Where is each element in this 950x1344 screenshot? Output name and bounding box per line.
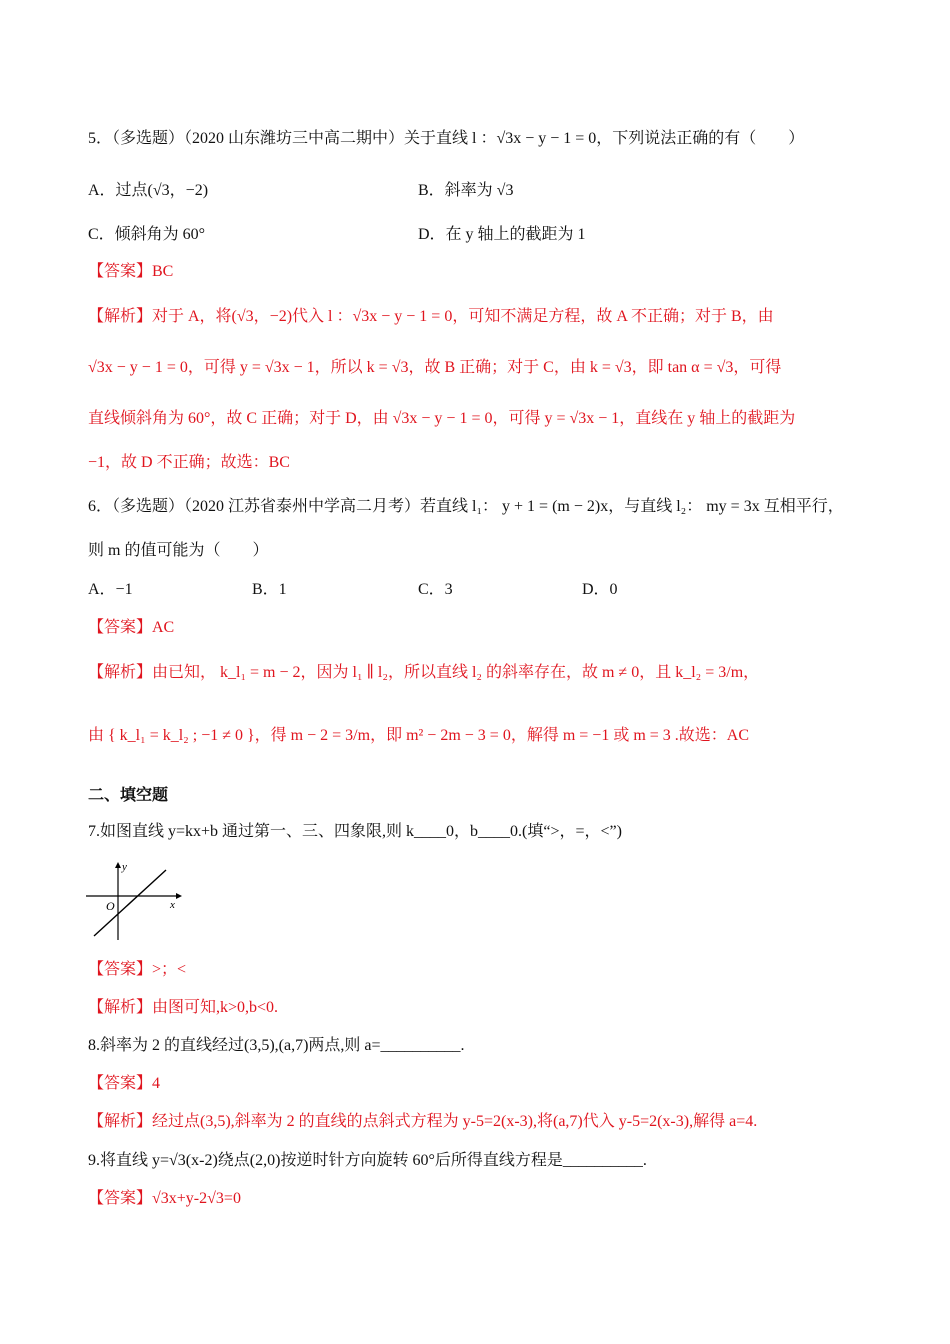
q6-stem-line2: 则 m 的值可能为（ ） xyxy=(88,542,269,559)
q9-answer: 【答案】√3x+y-2√3=0 xyxy=(88,1190,241,1207)
q5-explanation-line4: −1，故 D 不正确；故选：BC xyxy=(88,454,290,471)
q6-explanation-line2: 由 { k_l₁ = k_l₂ ; −1 ≠ 0 }，得 m − 2 = 3/m，即 m² − 2m − 3 = 0，解得 m = −1 或 m = 3 .故选：AC xyxy=(88,727,750,744)
q7-stem: 7.如图直线 y=kx+b 通过第一、三、四象限,则 k____0，b____0.(填“>，=，<”) xyxy=(88,823,622,840)
q8-stem: 8.斜率为 2 的直线经过(3,5),(a,7)两点,则 a=__________. xyxy=(88,1037,465,1054)
q6-stem-line1: 6．（多选题）（2020 江苏省泰州中学高二月考）若直线 l₁： y + 1 = (m − 2)x，与直线 l₂： my = 3x 互相平行， xyxy=(88,498,844,515)
q5-stem: 5．（多选题）（2020 山东潍坊三中高二期中）关于直线 l ：√3x − y − 1 = 0，下列说法正确的有（ ） xyxy=(88,130,805,147)
y-axis-label: y xyxy=(122,861,127,873)
section-title: 二、填空题 xyxy=(88,785,169,804)
q8-explanation: 【解析】经过点(3,5),斜率为 2 的直线的点斜式方程为 y-5=2(x-3),将(a,7)代入 y-5=2(x-3),解得 a=4. xyxy=(88,1113,758,1130)
q9-stem: 9.将直线 y=√3(x-2)绕点(2,0)按逆时针方向旋转 60°后所得直线方程是__________. xyxy=(88,1152,647,1169)
origin-label: O xyxy=(106,899,115,913)
graph-line xyxy=(94,870,166,936)
q7-answer: 【答案】>；< xyxy=(88,961,187,978)
q7-explanation: 【解析】由图可知,k>0,b<0. xyxy=(88,999,279,1016)
x-axis-arrow xyxy=(176,893,182,899)
q6-option-c: C．3 xyxy=(418,581,453,598)
q6-option-a: A．−1 xyxy=(88,581,133,598)
q6-answer: 【答案】AC xyxy=(88,619,175,636)
q6-option-b: B．1 xyxy=(252,581,287,598)
q5-explanation-line3: 直线倾斜角为 60°，故 C 正确；对于 D，由 √3x − y − 1 = 0，可得 y = √3x − 1，直线在 y 轴上的截距为 xyxy=(88,410,796,427)
q6-explanation-line1: 【解析】由已知， k_l₁ = m − 2，因为 l₁ ∥ l₂，所以直线 l₂ 的斜率存在，故 m ≠ 0，且 k_l₂ = 3/m， xyxy=(88,664,760,681)
q5-option-a: A．过点(√3，−2) xyxy=(88,182,209,199)
q5-explanation-line1: 【解析】对于 A，将(√3，−2)代入 l ：√3x − y − 1 = 0，可知不满足方程，故 A 不正确；对于 B，由 xyxy=(88,308,774,325)
q5-option-b: B．斜率为 √3 xyxy=(418,182,514,199)
q5-option-d: D．在 y 轴上的截距为 1 xyxy=(418,226,586,243)
q8-answer: 【答案】4 xyxy=(88,1075,161,1092)
q5-answer: 【答案】BC xyxy=(88,263,174,280)
y-axis-arrow xyxy=(115,862,121,868)
q7-line-figure xyxy=(84,860,184,942)
q5-option-c: C．倾斜角为 60° xyxy=(88,226,206,243)
q6-option-d: D．0 xyxy=(582,581,618,598)
q5-explanation-line2: √3x − y − 1 = 0，可得 y = √3x − 1，所以 k = √3，故 B 正确；对于 C，由 k = √3，即 tan α = √3，可得 xyxy=(88,359,782,376)
x-axis-label: x xyxy=(170,899,175,911)
